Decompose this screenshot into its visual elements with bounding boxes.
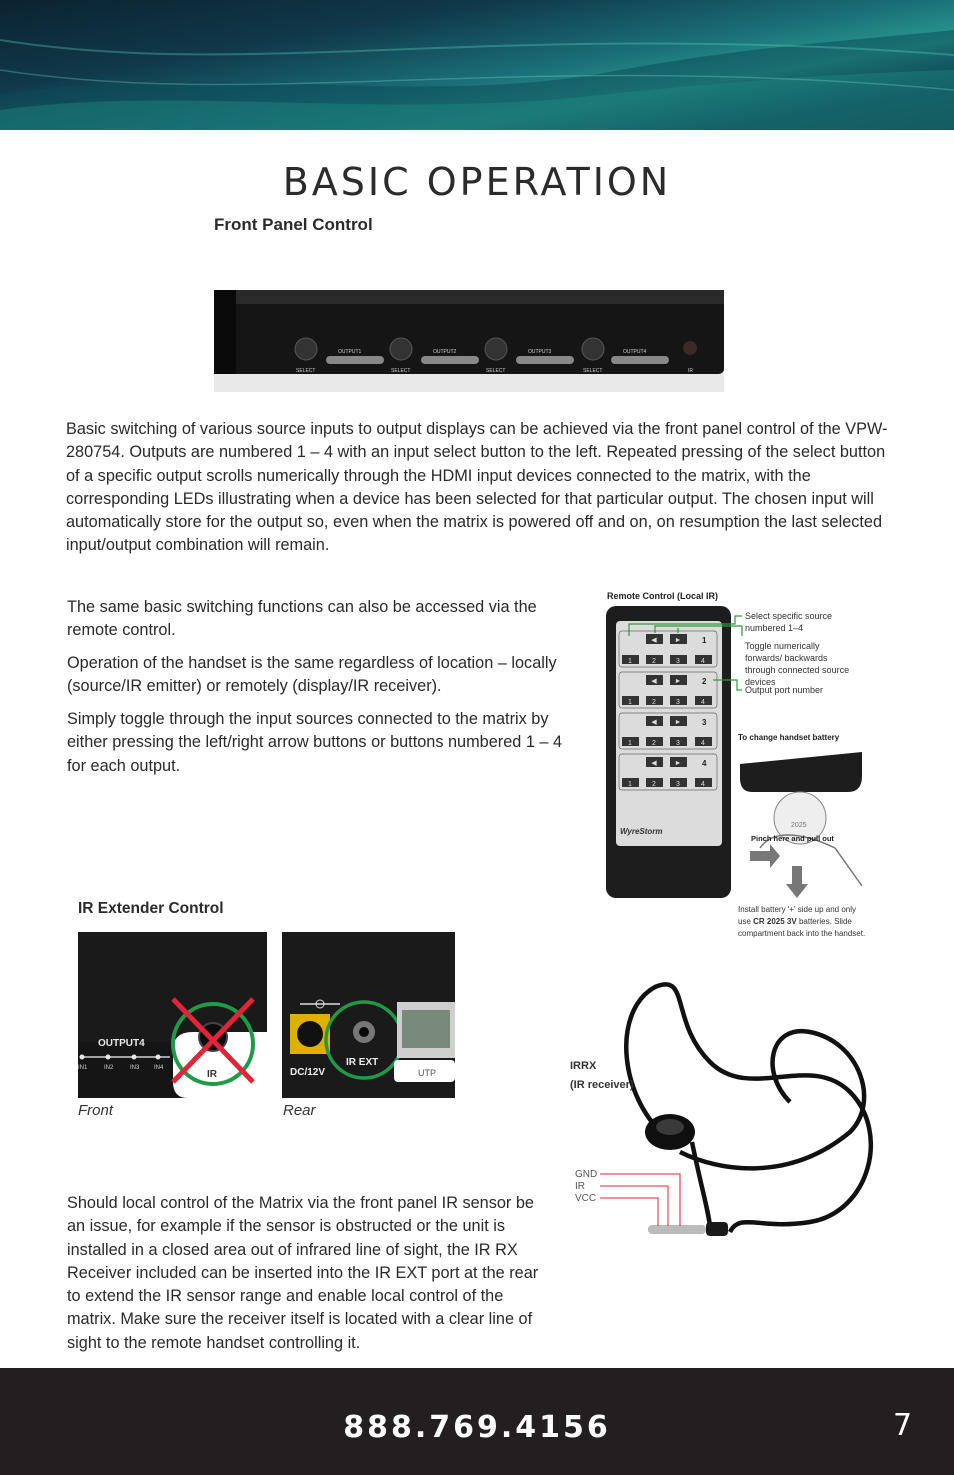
pinch-label: Pinch here and pull out [751,834,834,843]
output2-label: OUTPUT2 [433,349,457,355]
dc-label: DC/12V [290,1067,326,1078]
front-label: Front [78,1102,114,1119]
page-number: 7 [893,1408,913,1443]
select-label: SELECT [391,368,411,374]
svg-text:◀: ◀ [651,719,657,726]
battery-heading: To change handset battery [738,733,840,742]
ir-extender-paragraph: Should local control of the Matrix via the front panel IR sensor be an issue, for example if the sensor is obstructed or the unit is installed in a closed area out of infrared line of sight, the IR RX Receiver included can be inserted into the IR EXT port at the rear to extend the IR sensor range and enable local control of the matrix. Make sure the receiver itself is located with a clear line of sight to the remote handset controlling it. [67,1194,539,1352]
page-title: BASIC OPERATION [282,160,672,204]
svg-text:3: 3 [676,740,680,747]
svg-text:3: 3 [676,699,680,706]
svg-text:2: 2 [652,781,656,788]
ir-label: IR [688,368,693,374]
output1-label: OUTPUT1 [338,349,362,355]
front-ir-label: IR [207,1069,217,1080]
output-number: 2 [702,677,707,686]
svg-text:3: 3 [676,781,680,788]
pin-gnd: GND [575,1169,598,1180]
svg-text:►: ► [674,760,682,767]
header-wave-graphic [0,0,954,130]
remote-brand: WyreStorm [620,827,663,836]
callout-output-port: Output port number [745,685,824,695]
remote-diagram-title: Remote Control (Local IR) [607,591,719,601]
svg-text:IN4: IN4 [154,1065,164,1071]
svg-text:2: 2 [652,658,656,665]
svg-text:►: ► [674,637,682,644]
svg-text:2: 2 [652,699,656,706]
front-panel-photo [214,286,724,398]
svg-text:►: ► [674,719,682,726]
ir-extender-heading: IR Extender Control [78,900,224,917]
callout-select-source: Select specific source numbered 1–4 [745,611,833,633]
svg-text:IN2: IN2 [104,1065,114,1071]
select-label: SELECT [583,368,603,374]
svg-text:IN3: IN3 [130,1065,140,1071]
output3-label: OUTPUT3 [528,349,552,355]
phone-number: 888.769.4156 [343,1410,611,1445]
svg-text:◀: ◀ [651,678,657,685]
header-banner [0,0,954,130]
irext-label: IR EXT [346,1057,379,1068]
front-panel-paragraph: Basic switching of various source inputs to output displays can be achieved via the front panel control of the VPW-280754. Outputs are numbered 1 – 4 with an input select button to the left. Repeated pressing of the select button of a specific output scrolls numerically through the HDMI input devices connected to the matrix, with the corresponding LEDs illustrating when a device has been selected for that particular output. The chosen input will automatically store for the output so, even when the matrix is powered off and on, on resumption the last selected input/output combination will remain. [66,420,888,555]
svg-text:4: 4 [701,740,705,747]
svg-text:IN1: IN1 [78,1065,88,1071]
select-label: SELECT [296,368,316,374]
utp-label: UTP [418,1068,436,1078]
pin-ir: IR [575,1181,585,1192]
battery-code: 2025 [791,822,807,829]
remote-control-diagram [600,586,875,956]
callout-toggle: Toggle numerically forwards/ backwards through connected source devices [745,641,850,687]
svg-text:2: 2 [652,740,656,747]
select-label: SELECT [486,368,506,374]
svg-text:◀: ◀ [651,760,657,767]
battery-note: Install battery '+' side up and only use CR 2025 3V batteries. Slide compartment back into the handset. [738,905,866,938]
irrx-subtitle: (IR receiver) [570,1079,634,1091]
output4-label: OUTPUT4 [623,349,647,355]
svg-text:►: ► [674,678,682,685]
rear-label: Rear [283,1102,316,1119]
front-panel-heading: Front Panel Control [214,215,373,234]
ir-rear-photo [282,932,455,1098]
front-output4-label: OUTPUT4 [98,1038,145,1049]
svg-text:3: 3 [676,658,680,665]
output-number: 3 [702,718,707,727]
svg-text:1: 1 [628,740,632,747]
irrx-cable-photo [560,982,900,1257]
irrx-title: IRRX [570,1060,597,1072]
output-number: 1 [702,636,707,645]
svg-text:1: 1 [628,781,632,788]
ir-front-photo [78,932,267,1098]
remote-paragraph-2: Operation of the handset is the same regardless of location – locally (source/IR emitter) or remotely (display/IR receiver). [67,654,557,696]
remote-paragraph-1: The same basic switching functions can also be accessed via the remote control. [67,598,537,640]
svg-text:4: 4 [701,658,705,665]
svg-text:◀: ◀ [651,637,657,644]
output-number: 4 [702,759,707,768]
svg-text:1: 1 [628,658,632,665]
svg-text:4: 4 [701,781,705,788]
svg-text:4: 4 [701,699,705,706]
remote-paragraph-3: Simply toggle through the input sources connected to the matrix by either pressing the left/right arrow buttons or buttons numbered 1 – 4 for each output. [67,710,563,775]
svg-text:1: 1 [628,699,632,706]
pin-vcc: VCC [575,1193,597,1204]
